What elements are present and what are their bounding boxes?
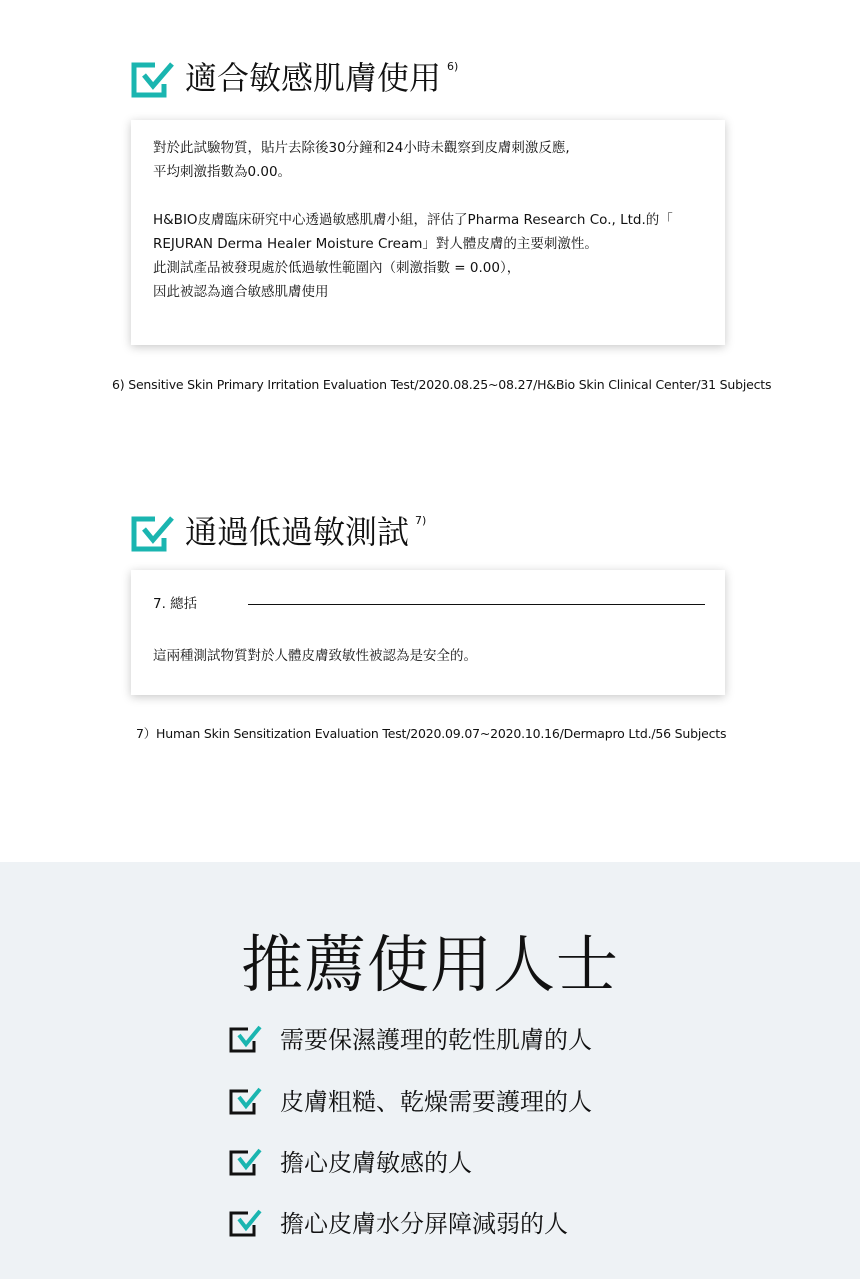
- section1-footnote-mark: 6): [447, 60, 459, 73]
- section2-title: 通過低過敏測試: [185, 513, 410, 551]
- recommend-item-label: 需要保濕護理的乾性肌膚的人: [280, 1026, 592, 1054]
- recommend-item-label: 擔心皮膚敏感的人: [280, 1149, 472, 1177]
- section1-footnote: 6) Sensitive Skin Primary Irritation Evaluation Test/2020.08.25~08.27/H&Bio Skin Clinical Center/31 Subjects: [112, 377, 772, 392]
- section2-footnote-mark: 7): [415, 514, 427, 527]
- recommend-item: [228, 1082, 592, 1117]
- section2-body: 這兩種測試物質對於人體皮膚致敏性被認為是安全的。: [153, 648, 477, 664]
- checkbox-check-icon: [131, 60, 177, 98]
- checkbox-check-icon: [228, 1146, 264, 1176]
- section1-line-3: H&BIO皮膚臨床研究中心透過敏感肌膚小組，評估了Pharma Research Co., Ltd.的「: [153, 212, 673, 228]
- section2-footnote: 7）Human Skin Sensitization Evaluation Test/2020.09.07~2020.10.16/Dermapro Ltd./56 Subjects: [136, 726, 727, 741]
- recommend-item-label: 皮膚粗糙、乾燥需要護理的人: [280, 1088, 592, 1116]
- section2-card: [131, 570, 725, 695]
- section1-line-2: 平均刺激指數為0.00。: [153, 164, 292, 180]
- recommend-title: 推薦使用人士: [240, 928, 619, 1001]
- section1-header: [131, 60, 458, 98]
- recommend-item: [228, 1143, 472, 1178]
- checkbox-check-icon: [228, 1085, 264, 1115]
- section1-line-5: 此測試產品被發現處於低過敏性範圍內（刺激指數 = 0.00），: [153, 260, 521, 276]
- section1-line-4: REJURAN Derma Healer Moisture Cream」對人體皮膚的主要刺激性。: [153, 236, 598, 252]
- checkbox-check-icon: [228, 1207, 264, 1237]
- section1-card: [131, 120, 725, 345]
- checkbox-check-icon: [228, 1023, 264, 1053]
- section1-title: 適合敏感肌膚使用: [185, 59, 442, 97]
- section1-line-6: 因此被認為適合敏感肌膚使用: [153, 284, 329, 300]
- recommend-item: [228, 1020, 592, 1055]
- divider: [248, 604, 705, 605]
- recommend-item-label: 擔心皮膚水分屏障減弱的人: [280, 1210, 568, 1238]
- section2-heading: 7. 總括: [153, 596, 198, 612]
- checkbox-check-icon: [131, 514, 177, 552]
- section2-header: [131, 514, 426, 552]
- recommend-item: [228, 1204, 568, 1239]
- section1-line-1: 對於此試驗物質，貼片去除後30分鐘和24小時未觀察到皮膚刺激反應,: [153, 140, 570, 156]
